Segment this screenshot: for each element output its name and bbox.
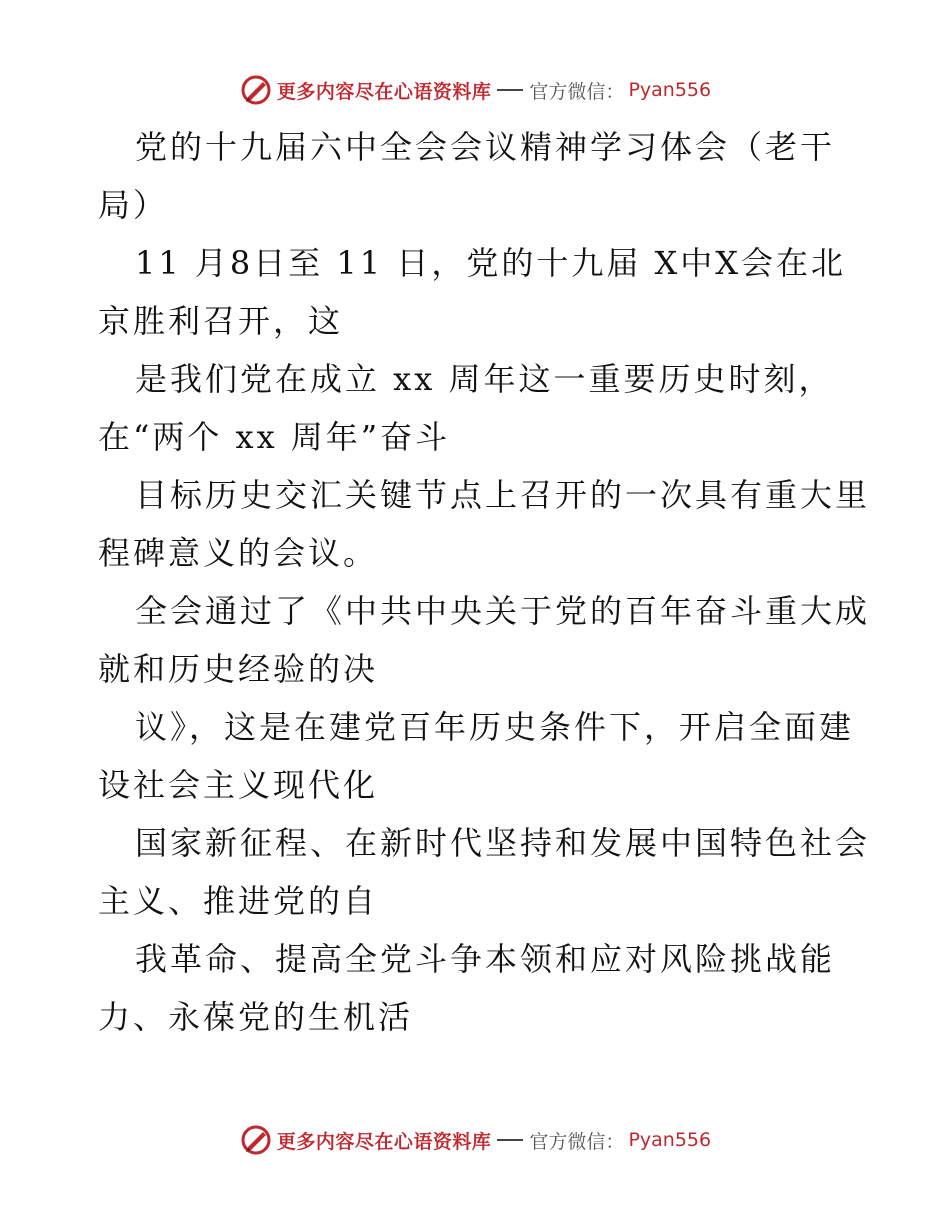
text-line: 局）: [98, 186, 169, 224]
text-line: 是我们党在成立 xx 周年这一重要历史时刻，: [135, 360, 834, 398]
text-line: 就和历史经验的决: [98, 650, 379, 688]
text-line: 11 月8日至 11 日，党的十九届 X中X会在北: [135, 244, 847, 282]
text-line: 程碑意义的会议。: [98, 534, 379, 572]
logo-pen-icon: [239, 1123, 273, 1157]
text-line: 议》，这是在建党百年历史条件下，开启全面建: [135, 708, 855, 746]
header-watermark: [0, 70, 950, 110]
watermark-account: Pyan556: [628, 79, 712, 101]
text-line: 京胜利召开，这: [98, 302, 344, 340]
text-line: 我革命、提高全党斗争本领和应对风险挑战能: [135, 940, 836, 978]
text-line: 国家新征程、在新时代坚持和发展中国特色社会: [135, 824, 871, 862]
watermark-main-text: 更多内容尽在心语资料库: [276, 80, 492, 103]
text-line: 在“两个 xx 周年”奋斗: [98, 418, 451, 456]
watermark-sub-text: 官方微信：: [529, 1130, 625, 1153]
text-line: 主义、推进党的自: [98, 882, 379, 920]
text-line: 目标历史交汇关键节点上召开的一次具有重大里: [135, 476, 871, 514]
logo-pen-icon: [239, 73, 273, 107]
watermark-dash: [497, 1139, 523, 1141]
text-line: 党的十九届六中全会会议精神学习体会（老干: [135, 128, 836, 166]
text-line: 全会通过了《中共中央关于党的百年奋斗重大成: [135, 592, 871, 630]
text-line: 设社会主义现代化: [98, 766, 379, 804]
footer-watermark: [0, 1120, 950, 1160]
watermark-main-text: 更多内容尽在心语资料库: [276, 1130, 492, 1153]
watermark-account: Pyan556: [628, 1129, 712, 1151]
watermark-dash: [497, 89, 523, 91]
watermark-sub-text: 官方微信：: [529, 80, 625, 103]
document-body: [98, 118, 871, 1046]
text-line: 力、永葆党的生机活: [98, 998, 414, 1036]
